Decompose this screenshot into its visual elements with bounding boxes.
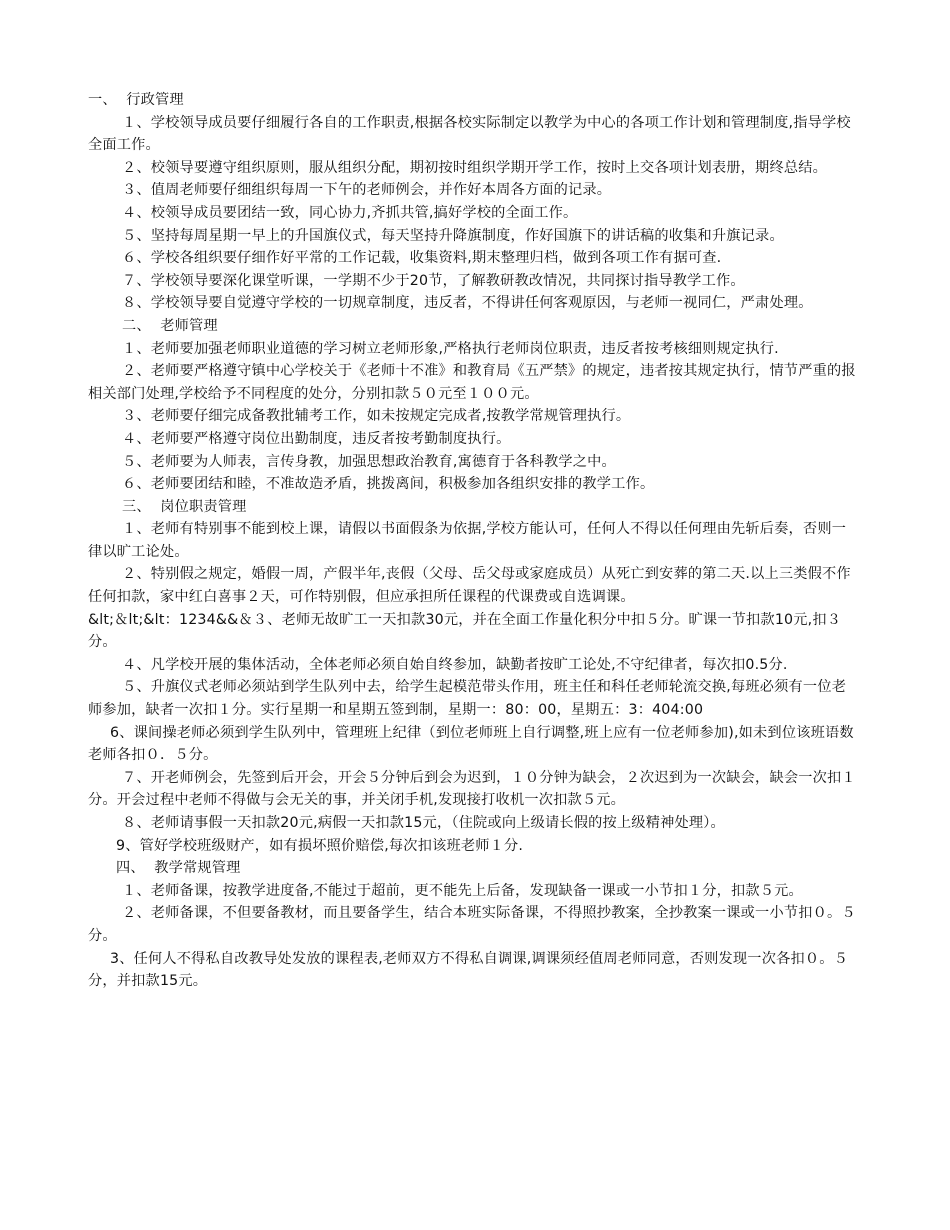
paragraph: ２、老师备课，不但要备教材，而且要备学生，结合本班实际备课，不得照抄教案，全抄教案一课或一小节扣０。５分。 xyxy=(88,905,856,944)
paragraph: ５、老师要为人师表，言传身教，加强思想政治教育,寓德育于各科教学之中。 xyxy=(122,453,616,470)
paragraph: 3、任何人不得私自改教导处发放的课程表,老师双方不得私自调课,调课须经值周老师同意，否则发现一次各扣０。５分，并扣款15元。 xyxy=(88,950,849,990)
section-heading-teaching-routine: 四、 教学常规管理 xyxy=(116,860,241,877)
section-heading-duties: 三、 岗位职责管理 xyxy=(122,498,247,515)
paragraph: ７、开老师例会，先签到后开会，开会５分钟后到会为迟到，１０分钟为缺会，２次迟到为一次缺会，缺会一次扣１分。开会过程中老师不得做与会无关的事，并关闭手机,发现接打收机一次扣款５元。 xyxy=(88,769,856,809)
document-body xyxy=(88,89,860,993)
paragraph: ２、老师要严格遵守镇中心学校关于《老师十不准》和教育局《五严禁》的规定，违者按其规定执行，情节严重的报相关部门处理,学校给予不同程度的处分，分别扣款５０元至１００元。 xyxy=(88,363,856,402)
paragraph: １、老师有特别事不能到校上课，请假以书面假条为依据,学校方能认可，任何人不得以任何理由先斩后奏，否则一律以旷工论处。 xyxy=(88,521,847,560)
paragraph: ４、老师要严格遵守岗位出勤制度，违反者按考勤制度执行。 xyxy=(122,430,511,447)
paragraph: ２、校领导要遵守组织原则，服从组织分配，期初按时组织学期开学工作，按时上交各项计划表册，期终总结。 xyxy=(122,159,827,176)
paragraph: &lt;＆lt;&lt：1234&&＆３、老师无故旷工一天扣款30元，并在全面工作量化积分中扣５分。旷课一节扣款10元,扣３分。 xyxy=(88,611,842,651)
paragraph: ５、坚持每周星期一早上的升国旗仪式，每天坚持升降旗制度，作好国旗下的讲话稿的收集和升旗记录。 xyxy=(122,227,784,244)
paragraph: １、老师备课，按教学进度备,不能过于超前，更不能先上后备，发现缺备一课或一小节扣１分，扣款５元。 xyxy=(122,882,803,899)
paragraph: 9、管好学校班级财产，如有损坏照价赔偿,每次扣该班老师１分. xyxy=(116,837,524,854)
paragraph: ３、值周老师要仔细组织每周一下午的老师例会，并作好本周各方面的记录。 xyxy=(122,182,612,199)
paragraph: １、学校领导成员要仔细履行各自的工作职责,根据各校实际制定以教学为中心的各项工作计划和管理制度,指导学校全面工作。 xyxy=(88,114,851,154)
paragraph: ８、老师请事假一天扣款20元,病假一天扣款15元，（住院或向上级请长假的按上级精神处理）。 xyxy=(122,815,725,831)
paragraph: ６、学校各组织要仔细作好平常的工作记载，收集资料,期末整理归档，做到各项工作有据可查. xyxy=(122,250,722,267)
paragraph: ５、升旗仪式老师必须站到学生队列中去，给学生起模范带头作用，班主任和科任老师轮流交换,每班必须有一位老师参加，缺者一次扣１分。实行星期一和星期五签到制，星期一：80：00，星期五：3：404:00 xyxy=(88,679,847,719)
paragraph: ４、凡学校开展的集体活动，全体老师必须自始自终参加，缺勤者按旷工论处,不守纪律者，每次扣0.5分. xyxy=(122,656,788,673)
paragraph: ４、校领导成员要团结一致，同心协力,齐抓共管,搞好学校的全面工作。 xyxy=(122,204,578,221)
paragraph: ２、特别假之规定，婚假一周，产假半年,丧假（父母、岳父母或家庭成员）从死亡到安葬的第二天.以上三类假不作任何扣款，家中红白喜事２天，可作特别假，但应承担所任课程的代课费或自选调课。 xyxy=(88,566,851,606)
paragraph: 6、课间操老师必须到学生队列中，管理班上纪律（到位老师班上自行调整,班上应有一位老师参加),如未到位该班语数老师各扣０．５分。 xyxy=(88,724,854,764)
paragraph: ８、学校领导要自觉遵守学校的一切规章制度，违反者，不得讲任何客观原因，与老师一视同仁，严肃处理。 xyxy=(122,295,813,312)
section-heading-administration: 一、 行政管理 xyxy=(88,92,184,108)
paragraph: ３、老师要仔细完成备教批辅考工作，如未按规定完成者,按教学常规管理执行。 xyxy=(122,408,631,425)
paragraph: ６、老师要团结和睦，不准故造矛盾，挑拨离间，积极参加各组织安排的教学工作。 xyxy=(122,476,655,493)
paragraph: ７、学校领导要深化课堂听课，一学期不少于20节，了解教研教改情况，共同探讨指导教学工作。 xyxy=(122,272,745,289)
paragraph: １、老师要加强老师职业道德的学习树立老师形象,严格执行老师岗位职责，违反者按考核细则规定执行. xyxy=(122,340,779,357)
section-heading-teachers: 二、 老师管理 xyxy=(122,317,218,334)
